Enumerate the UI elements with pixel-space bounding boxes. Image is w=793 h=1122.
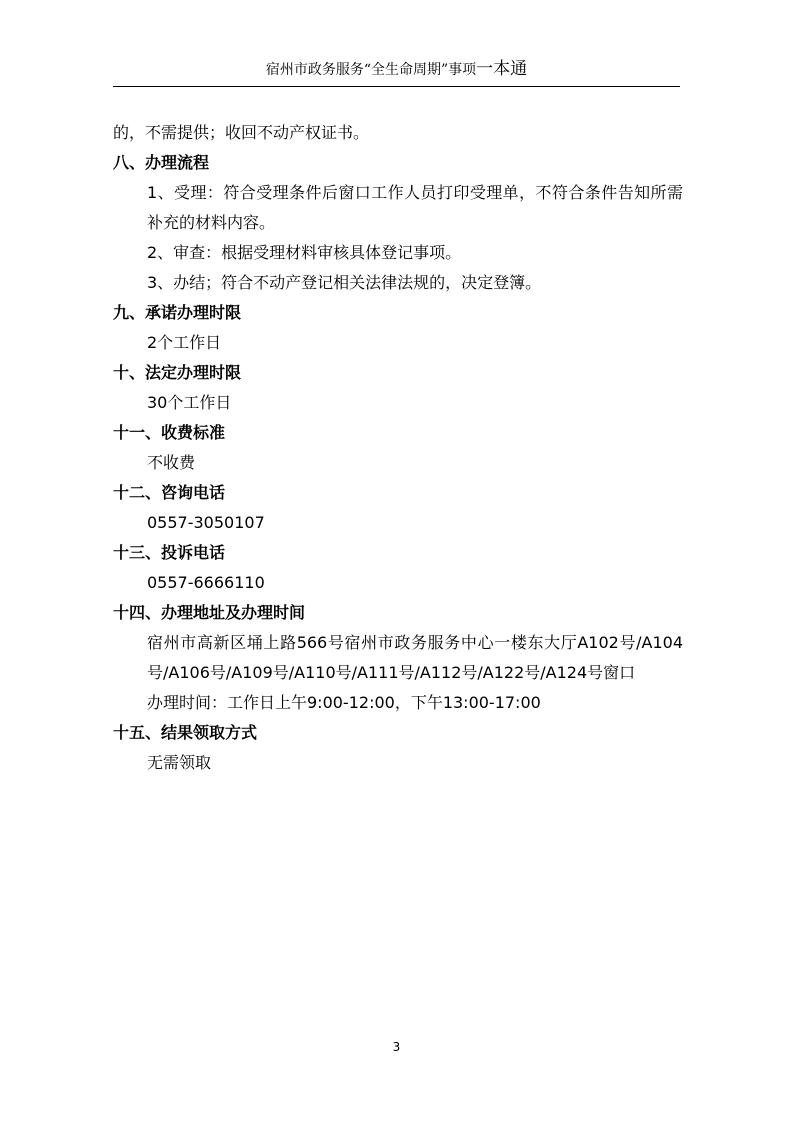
section-heading: 九、承诺办理时限 [113,303,242,322]
section-heading: 十五、结果领取方式 [113,723,258,742]
section-heading: 十四、办理地址及办理时间 [113,603,306,622]
header-rule [113,86,680,87]
body-paragraph: 不收费 [147,453,196,472]
page-header [113,58,680,84]
body-paragraph: 2个工作日 [147,333,222,352]
body-paragraph: 1、受理：符合受理条件后窗口工作人员打印受理单，不符合条件告知所需补充的材料内容。 [147,183,683,232]
header-title-suffix: 一本通 [476,59,528,79]
header-title: 宿州市政务服务“全生命周期”事项 [265,62,477,78]
body-paragraph: 的，不需提供；收回不动产权证书。 [113,123,370,142]
body-paragraph: 2、审查：根据受理材料审核具体登记事项。 [147,243,462,262]
body-paragraph: 3、办结；符合不动产登记相关法律法规的，决定登簿。 [147,273,542,292]
section-heading: 十、法定办理时限 [113,363,242,382]
body-paragraph: 宿州市高新区埇上路566号宿州市政务服务中心一楼东大厅A102号/A104号/A106号/A109号/A110号/A111号/A112号/A122号/A124号窗口 [147,633,683,682]
section-heading: 十三、投诉电话 [113,543,226,562]
section-heading: 十一、收费标准 [113,423,226,442]
page-number: 3 [392,1040,401,1054]
body-paragraph: 0557-6666110 [147,573,265,592]
body-paragraph: 0557-3050107 [147,513,265,532]
body-paragraph: 30个工作日 [147,393,232,412]
body-paragraph: 办理时间：工作日上午9:00-12:00，下午13:00-17:00 [147,693,541,712]
section-heading: 十二、咨询电话 [113,483,226,502]
body-paragraph: 无需领取 [147,753,212,772]
document-body [113,118,683,778]
section-heading: 八、办理流程 [113,153,210,172]
